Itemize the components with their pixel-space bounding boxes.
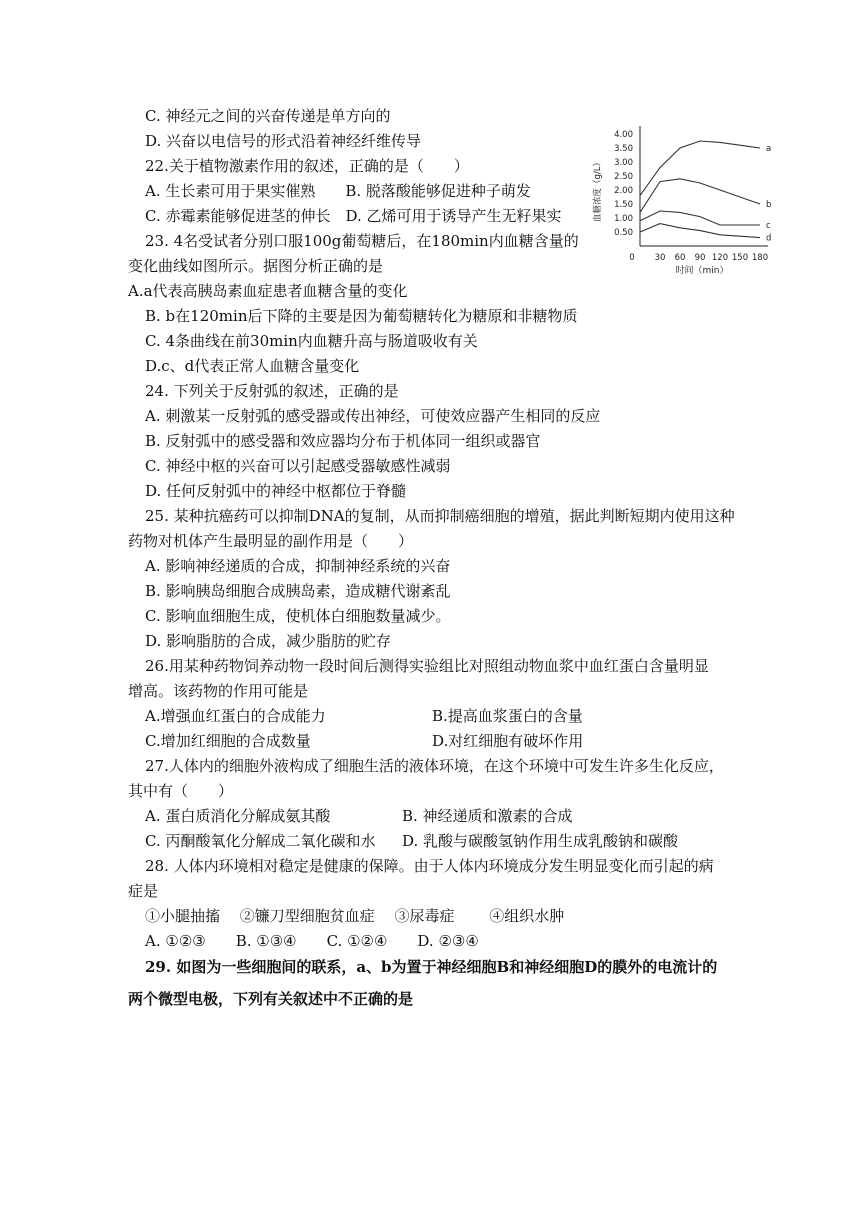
x-tick-label: 150 bbox=[731, 253, 749, 263]
series-label: d bbox=[766, 233, 772, 244]
question-27-cont: 其中有（ ） bbox=[128, 782, 234, 800]
x-axis-label: 时间（min） bbox=[675, 266, 729, 276]
question-28: 28. 人体内环境相对稳定是健康的保障。由于人体内环境成分发生明显变化而引起的病 bbox=[145, 857, 714, 875]
option-line: A. 生长素可用于果实催熟 B. 脱落酸能够促进种子萌发 bbox=[145, 182, 531, 200]
option-line: D. 影响脂肪的合成，减少脂肪的贮存 bbox=[145, 632, 392, 650]
y-tick-label: 1.50 bbox=[614, 200, 633, 210]
series-label: c bbox=[766, 221, 771, 231]
x-tick-label: 180 bbox=[751, 253, 769, 263]
option-line: A. 影响神经递质的合成，抑制神经系统的兴奋 bbox=[145, 557, 451, 575]
y-tick-label: 4.00 bbox=[614, 130, 633, 140]
option-line: D. 乳酸与碳酸氢钠作用生成乳酸钠和碳酸 bbox=[402, 832, 679, 850]
series-label: b bbox=[766, 200, 772, 210]
question-22: 22.关于植物激素作用的叙述，正确的是（ ） bbox=[145, 157, 469, 175]
y-tick-label: 0.50 bbox=[614, 228, 633, 238]
option-line: B. b在120min后下降的主要是因为葡萄糖转化为糖原和非糖物质 bbox=[145, 307, 578, 325]
question-26-cont: 增高。该药物的作用可能是 bbox=[128, 682, 309, 700]
blood-glucose-chart bbox=[590, 118, 780, 288]
x-tick-label: 0 bbox=[629, 253, 635, 263]
option-line: A. 蛋白质消化分解成氨其酸 bbox=[145, 807, 331, 825]
option-line: C. 神经元之间的兴奋传递是单方向的 bbox=[145, 107, 391, 125]
x-tick-label: 60 bbox=[674, 253, 686, 263]
x-tick-label: 120 bbox=[711, 253, 729, 263]
question-23: 23. 4名受试者分别口服100g葡萄糖后，在180min内血糖含量的 bbox=[145, 232, 579, 250]
option-line: C. 神经中枢的兴奋可以引起感受器敏感性减弱 bbox=[145, 457, 451, 475]
y-tick-label: 1.00 bbox=[614, 214, 633, 224]
option-line: ①小腿抽搐 ②镰刀型细胞贫血症 ③尿毒症 ④组织水肿 bbox=[145, 907, 565, 925]
question-26: 26.用某种药物饲养动物一段时间后测得实验组比对照组动物血浆中血红蛋白含量明显 bbox=[145, 657, 709, 675]
option-line: D.对红细胞有破坏作用 bbox=[432, 732, 584, 750]
option-line: C. 4条曲线在前30min内血糖升高与肠道吸收有关 bbox=[145, 332, 478, 350]
y-axis-label: 血糖浓度（g/L） bbox=[593, 158, 603, 222]
option-line: A.增强血红蛋白的合成能力 bbox=[145, 707, 326, 725]
question-27: 27.人体内的细胞外液构成了细胞生活的液体环境，在这个环境中可发生许多生化反应， bbox=[145, 757, 724, 775]
option-line: A. 刺激某一反射弧的感受器或传出神经，可使效应器产生相同的反应 bbox=[145, 407, 601, 425]
option-line: B.提高血浆蛋白的含量 bbox=[432, 707, 583, 725]
series-line-a bbox=[640, 141, 760, 196]
x-tick-label: 90 bbox=[694, 253, 706, 263]
option-line: D. 兴奋以电信号的形式沿着神经纤维传导 bbox=[145, 132, 422, 150]
series-label: a bbox=[766, 144, 772, 154]
option-line: C.增加红细胞的合成数量 bbox=[145, 732, 311, 750]
question-25: 25. 某种抗癌药可以抑制DNA的复制，从而抑制癌细胞的增殖，据此判断短期内使用这种 bbox=[145, 507, 735, 525]
option-line: D.c、d代表正常人血糖含量变化 bbox=[145, 357, 360, 375]
question-23-cont: 变化曲线如图所示。据图分析正确的是 bbox=[128, 257, 384, 275]
y-tick-label: 3.50 bbox=[614, 144, 633, 154]
option-line: B. 神经递质和激素的合成 bbox=[402, 807, 573, 825]
option-line: C. 丙酮酸氧化分解成二氧化碳和水 bbox=[145, 832, 376, 850]
x-tick-label: 30 bbox=[654, 253, 666, 263]
y-tick-label: 2.00 bbox=[614, 186, 633, 196]
option-line: B. 影响胰岛细胞合成胰岛素，造成糖代谢紊乱 bbox=[145, 582, 451, 600]
series-line-d bbox=[640, 224, 760, 238]
question-29: 29. 如图为一些细胞间的联系，a、b为置于神经细胞B和神经细胞D的膜外的电流计的 bbox=[145, 958, 718, 976]
option-line: B. 反射弧中的感受器和效应器均分布于机体同一组织或器官 bbox=[145, 432, 541, 450]
chart-layer bbox=[592, 126, 771, 276]
series-line-c bbox=[640, 211, 760, 225]
question-29-cont: 两个微型电极，下列有关叙述中不正确的是 bbox=[128, 990, 414, 1008]
option-line: D. 任何反射弧中的神经中枢都位于脊髓 bbox=[145, 482, 407, 500]
y-tick-label: 2.50 bbox=[614, 172, 633, 182]
option-line: C. 赤霉素能够促进茎的伸长 D. 乙烯可用于诱导产生无籽果实 bbox=[145, 207, 562, 225]
option-line: C. 影响血细胞生成，使机体白细胞数量减少。 bbox=[145, 607, 451, 625]
question-25-cont: 药物对机体产生最明显的副作用是（ ） bbox=[128, 532, 414, 550]
option-line: A.a代表高胰岛素血症患者血糖含量的变化 bbox=[128, 282, 408, 300]
y-tick-label: 3.00 bbox=[614, 158, 633, 168]
question-28-cont: 症是 bbox=[128, 882, 159, 900]
series-line-b bbox=[640, 179, 760, 213]
option-line: A. ①②③ B. ①③④ C. ①②④ D. ②③④ bbox=[145, 932, 479, 950]
question-24: 24. 下列关于反射弧的叙述，正确的是 bbox=[145, 382, 399, 400]
